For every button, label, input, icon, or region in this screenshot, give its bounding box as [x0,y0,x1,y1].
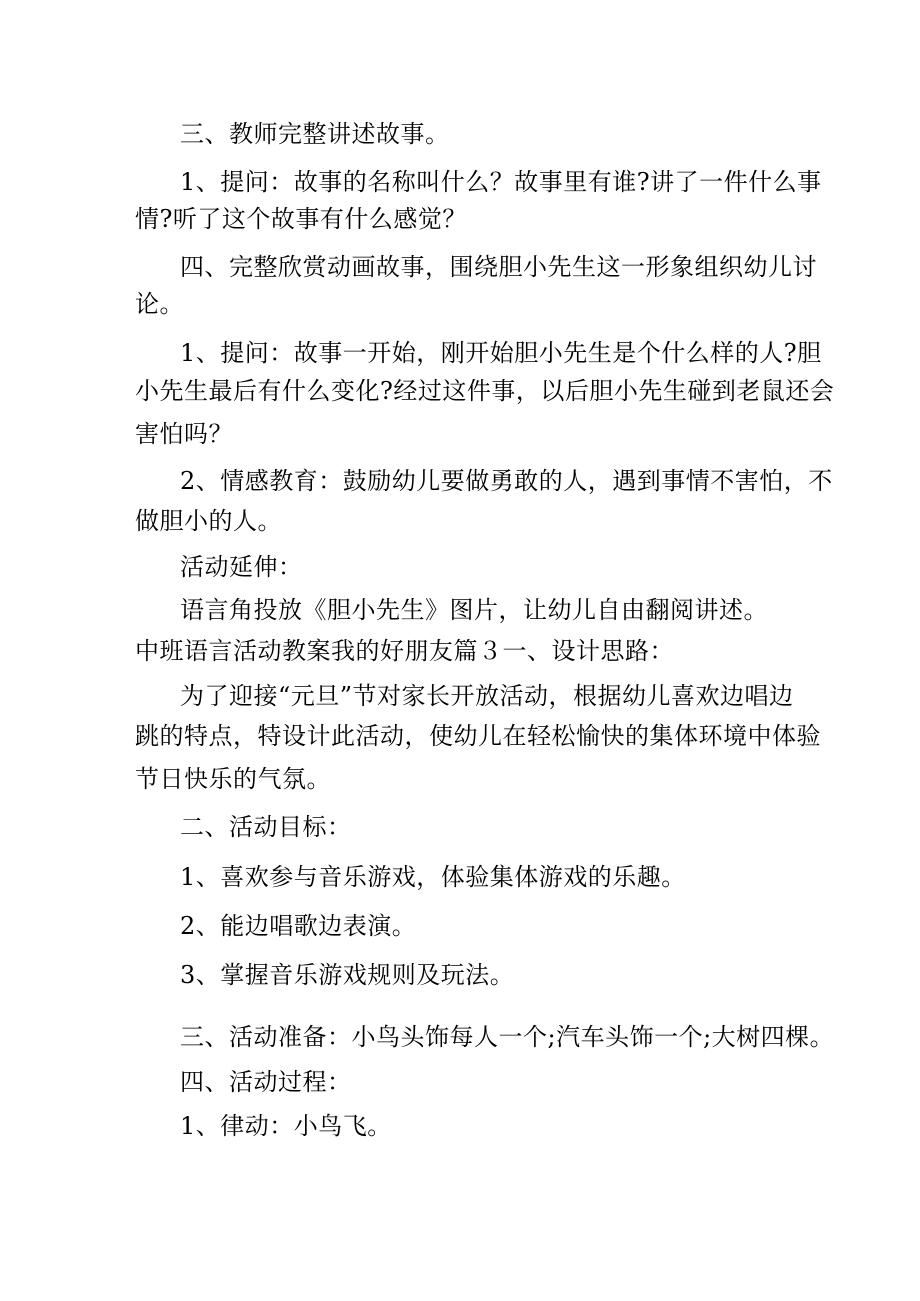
list-item: 2、能边唱歌边表演。 [180,912,417,940]
extension-heading: 活动延伸： [180,553,303,581]
lesson-plan-title: 中班语言活动教案我的好朋友篇３一、设计思路： [135,637,674,665]
section-three-heading: 三、教师完整讲述故事。 [180,120,450,148]
list-item: 1、喜欢参与音乐游戏，体验集体游戏的乐趣。 [180,863,686,891]
paragraph-line: 跳的特点，特设计此活动，使幼儿在轻松愉快的集体环境中体验 [135,722,821,750]
list-item: 3、掌握音乐游戏规则及玩法。 [180,961,515,989]
section-preparation-heading: 三、活动准备：小鸟头饰每人一个;汽车头饰一个;大树四棵。 [180,1023,835,1051]
paragraph-line: 害怕吗？ [135,420,233,448]
paragraph-line: 节日快乐的气氛。 [135,765,331,793]
paragraph-line: 小先生最后有什么变化?经过这件事，以后胆小先生碰到老鼠还会 [135,377,835,405]
paragraph-line: 2、情感教育：鼓励幼儿要做勇敢的人，遇到事情不害怕，不 [180,467,833,495]
section-goals-heading: 二、活动目标： [180,813,352,841]
paragraph-line: 1、提问：故事的名称叫什么？故事里有谁?讲了一件什么事 [180,168,822,196]
paragraph-line: 做胆小的人。 [135,507,282,535]
paragraph-line: 为了迎接“元旦”节对家长开放活动，根据幼儿喜欢边唱边 [180,682,794,710]
section-process-heading: 四、活动过程： [180,1068,352,1096]
paragraph-line: 情?听了这个故事有什么感觉？ [135,205,467,233]
list-item: 1、律动：小鸟飞。 [180,1112,392,1140]
paragraph-line: 论。 [135,290,184,318]
paragraph-line: 1、提问：故事一开始，刚开始胆小先生是个什么样的人?胆 [180,339,822,367]
section-four-heading: 四、完整欣赏动画故事，围绕胆小先生这一形象组织幼儿讨 [180,253,817,281]
paragraph-line: 语言角投放《胆小先生》图片，让幼儿自由翻阅讲述。 [180,596,768,624]
